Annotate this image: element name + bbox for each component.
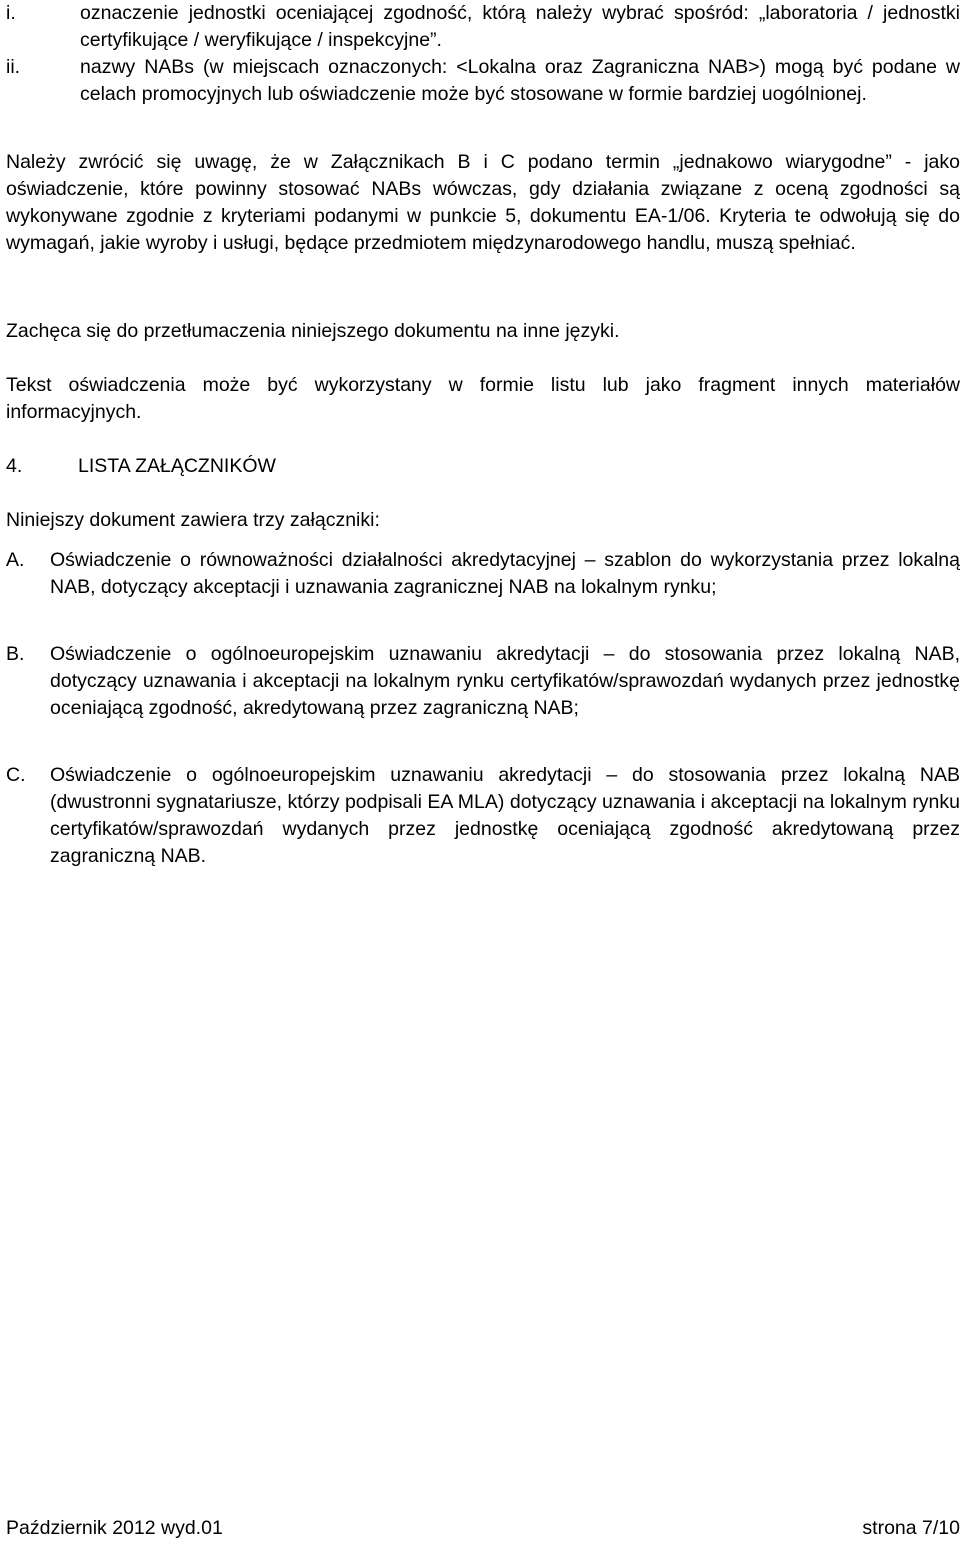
list-item-text: oznaczenie jednostki oceniającej zgodność, którą należy wybrać spośród: „laboratoria / jednostki certyfikujące / weryfikujące / inspekcyjne”. — [80, 2, 960, 51]
section-number: 4. — [6, 455, 23, 477]
annex-item-b — [6, 641, 960, 722]
annex-text: Oświadczenie o ogólnoeuropejskim uznawaniu akredytacji – do stosowania przez lokalną NAB (dwustronni sygnatariusze, którzy podpisali EA MLA) dotyczący uznawania i akceptacji na lokalnym rynku certyfikatów/sprawozdań wydanych przez jednostkę oceniającą zgodność akredytowaną przez zagraniczną NAB. — [50, 764, 960, 867]
list-item-i — [6, 0, 960, 54]
annex-item-c — [6, 762, 960, 870]
annex-intro: Niniejszy dokument zawiera trzy załączniki: — [6, 509, 380, 531]
list-marker: ii. — [6, 56, 21, 78]
annex-letter: B. — [6, 643, 25, 665]
annex-letter: C. — [6, 764, 26, 786]
footer-page-number: strona 7/10 — [862, 1517, 960, 1539]
page-footer — [6, 1515, 960, 1542]
annex-item-a — [6, 547, 960, 601]
note-paragraph: Należy zwrócić się uwagę, że w Załącznikach B i C podano termin „jednakowo wiarygodne” - jako oświadczenie, które powinny stosować NABs wówczas, gdy działania związane z oceną zgodności są wykonywane zgodnie z kryteriami podanymi w punkcie 5, dokumentu EA-1/06. Kryteria te odwołują się do wymagań, jakie wyroby i usługi, będące przedmiotem międzynarodowego handlu, muszą spełniać. — [6, 151, 960, 254]
annex-letter: A. — [6, 549, 25, 571]
annex-text: Oświadczenie o ogólnoeuropejskim uznawaniu akredytacji – do stosowania przez lokalną NAB, dotyczący uznawania i akceptacji na lokalnym rynku certyfikatów/sprawozdań wydanych przez jednostkę oceniającą zgodność, akredytowaną przez zagraniczną NAB; — [50, 643, 960, 719]
section-heading — [6, 453, 960, 480]
list-item-ii — [6, 54, 960, 108]
footer-date-edition: Październik 2012 wyd.01 — [6, 1517, 223, 1539]
usage-paragraph: Tekst oświadczenia może być wykorzystany w formie listu lub jako fragment innych materiałów informacyjnych. — [6, 374, 960, 423]
translation-paragraph: Zachęca się do przetłumaczenia niniejszego dokumentu na inne języki. — [6, 320, 620, 342]
list-item-text: nazwy NABs (w miejscach oznaczonych: <Lokalna oraz Zagraniczna NAB>) mogą być podane w celach promocyjnych lub oświadczenie może być stosowane w formie bardziej uogólnionej. — [80, 56, 960, 105]
list-marker: i. — [6, 2, 16, 24]
section-title: LISTA ZAŁĄCZNIKÓW — [78, 455, 276, 477]
annex-text: Oświadczenie o równoważności działalności akredytacyjnej – szablon do wykorzystania przez lokalną NAB, dotyczący akceptacji i uznawania zagranicznej NAB na lokalnym rynku; — [50, 549, 960, 598]
